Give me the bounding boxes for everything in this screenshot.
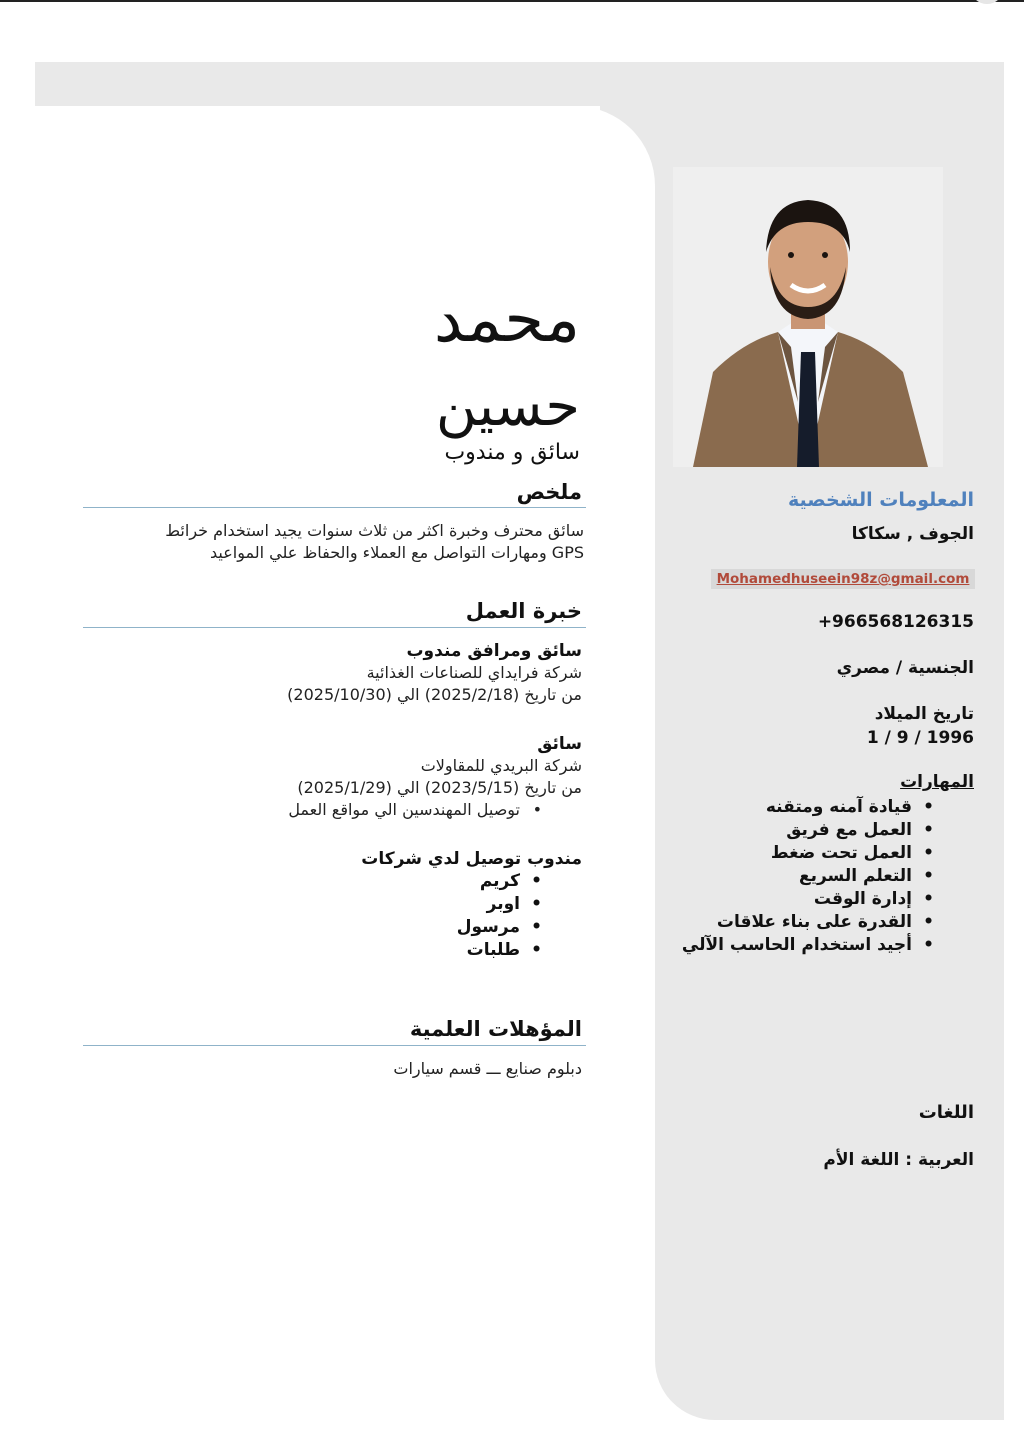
list-item: • مرسول [62, 916, 520, 939]
experience-divider [83, 627, 586, 628]
list-item: • أجيد استخدام الحاسب الآلي [672, 934, 912, 957]
list-item: • توصيل المهندسين الي مواقع العمل [62, 799, 520, 821]
name-first: محمد [433, 283, 580, 357]
list-item: • طلبات [62, 939, 520, 962]
job-duties-list [62, 799, 582, 821]
profile-photo [673, 167, 943, 467]
dob-value: 1 / 9 / 1996 [866, 728, 974, 748]
person-portrait-icon [673, 167, 943, 467]
list-item: • كريم [62, 870, 520, 893]
right-notch [1004, 62, 1024, 187]
language-item: العربية : اللغة الأم [823, 1150, 974, 1170]
job-company: شركة البريدي للمقاولات [420, 756, 582, 775]
job-title: سائق [537, 734, 582, 754]
name-last: حسين [435, 374, 580, 439]
skills-heading: المهارات [900, 772, 974, 792]
list-item: • قيادة آمنه ومتقنه [672, 796, 912, 819]
list-item: • العمل مع فريق [672, 819, 912, 842]
job-title: سائق ومرافق مندوب [406, 641, 582, 661]
skills-list [672, 796, 974, 957]
summary-divider [83, 507, 586, 508]
experience-heading: خبرة العمل [465, 599, 582, 623]
top-border-line [0, 0, 1024, 2]
summary-line-1: سائق محترف وخبرة اكثر من ثلاث سنوات يجيد استخدام خرائط [165, 521, 584, 540]
personal-info-heading: المعلومات الشخصية [787, 489, 974, 511]
email-link[interactable]: Mohamedhuseein98z@gmail.com [711, 569, 975, 589]
job-entry [62, 848, 582, 962]
job-company: شركة فرايداي للصناعات الغذائية [366, 663, 582, 682]
job-entry [62, 640, 582, 706]
dob-label: تاريخ الميلاد [874, 704, 974, 724]
education-heading: المؤهلات العلمية [409, 1017, 582, 1041]
education-item: دبلوم صنايع ـــ قسم سيارات [393, 1059, 582, 1078]
job-entry [62, 733, 582, 821]
languages-heading: اللغات [918, 1102, 974, 1123]
job-period: من تاريخ (2025/2/18) الي (2025/10/30) [287, 685, 582, 704]
list-item: • العمل تحت ضغط [672, 842, 912, 865]
summary-text [64, 520, 584, 564]
location: الجوف , سكاكا [851, 524, 974, 544]
summary-heading: ملخص [516, 480, 582, 504]
job-role: سائق و مندوب [444, 440, 580, 465]
summary-line-2: GPS ومهارات التواصل مع العملاء والحفاظ علي المواعيد [210, 543, 584, 562]
nationality: الجنسية / مصري [836, 658, 974, 678]
list-item: • إدارة الوقت [672, 888, 912, 911]
list-item: • القدرة على بناء علاقات [672, 911, 912, 934]
list-item: • اوبر [62, 893, 520, 916]
job-title: مندوب توصيل لدي شركات [361, 849, 582, 869]
companies-list [62, 870, 582, 962]
phone-number: +966568126315 [817, 612, 974, 632]
education-divider [83, 1045, 586, 1046]
list-item: • التعلم السريع [672, 865, 912, 888]
job-period: من تاريخ (2023/5/15) الي (2025/1/29) [297, 778, 582, 797]
